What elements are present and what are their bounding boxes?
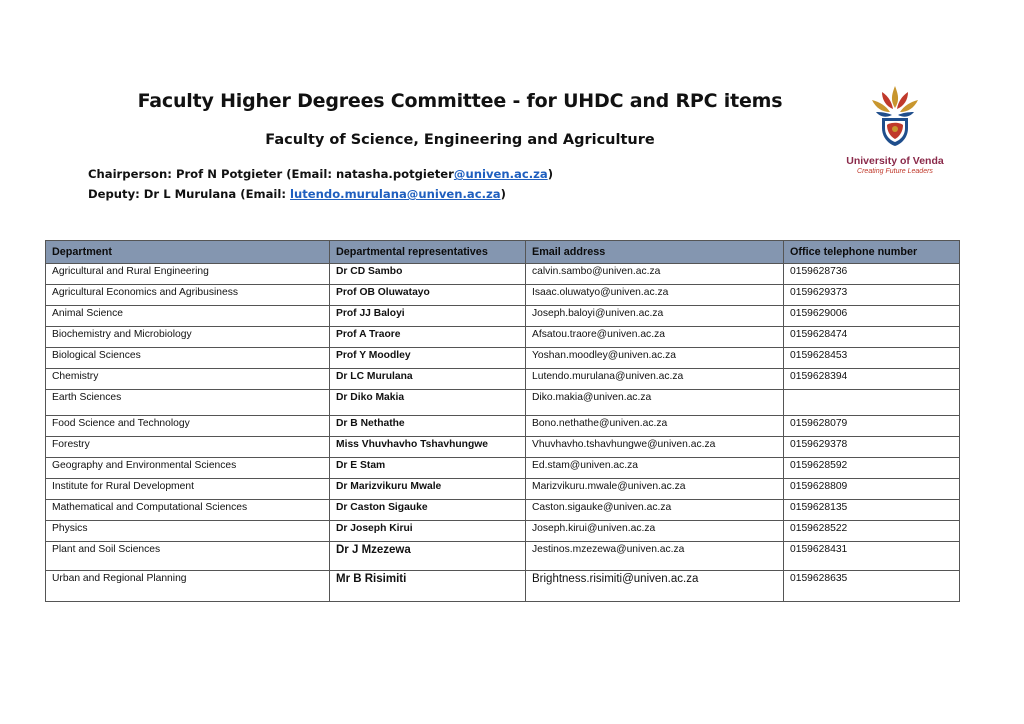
representative-name: Mr B Risimiti	[336, 573, 407, 585]
representative-name: Dr Diko Makia	[336, 392, 405, 403]
table-row	[46, 437, 960, 458]
table-row	[46, 500, 960, 521]
telephone-cell	[784, 264, 960, 285]
email-address: Caston.sigauke@univen.ac.za	[532, 502, 672, 513]
department-cell	[46, 458, 330, 479]
representative-name: Miss Vhuvhavho Tshavhungwe	[336, 439, 488, 450]
department-name: Plant and Soil Sciences	[52, 544, 161, 555]
deputy-suffix: )	[500, 187, 506, 201]
telephone-cell	[784, 458, 960, 479]
email-cell	[526, 285, 784, 306]
telephone-number: 0159628394	[790, 371, 848, 382]
telephone-number: 0159628474	[790, 329, 848, 340]
telephone-cell	[784, 306, 960, 327]
email-cell	[526, 264, 784, 285]
table-row	[46, 458, 960, 479]
telephone-cell	[784, 437, 960, 458]
representative-name: Dr Marizvikuru Mwale	[336, 481, 442, 492]
email-cell	[526, 479, 784, 500]
representative-cell	[330, 264, 526, 285]
table-row	[46, 306, 960, 327]
telephone-number: 0159628809	[790, 481, 848, 492]
table-row	[46, 542, 960, 571]
telephone-cell	[784, 479, 960, 500]
telephone-cell	[784, 348, 960, 369]
department-contacts-table	[45, 240, 960, 602]
department-name: Biological Sciences	[52, 350, 141, 361]
telephone-number: 0159629006	[790, 308, 848, 319]
representative-cell	[330, 306, 526, 327]
representative-name: Dr CD Sambo	[336, 266, 403, 277]
email-address: Yoshan.moodley@univen.ac.za	[532, 350, 677, 361]
representative-cell	[330, 285, 526, 306]
representative-name: Prof JJ Baloyi	[336, 308, 405, 319]
univen-crest-icon	[862, 82, 928, 152]
logo-tagline: Creating Future Leaders	[857, 168, 933, 175]
telephone-number	[790, 390, 953, 392]
representative-cell	[330, 479, 526, 500]
representative-cell	[330, 437, 526, 458]
email-address: Ed.stam@univen.ac.za	[532, 460, 639, 471]
university-logo	[840, 82, 950, 182]
department-name: Physics	[52, 523, 88, 534]
table-row	[46, 390, 960, 416]
representative-name: Dr Caston Sigauke	[336, 502, 428, 513]
column-header-representatives: Departmental representatives	[330, 241, 526, 264]
telephone-cell	[784, 571, 960, 602]
table-row	[46, 416, 960, 437]
email-address: Marizvikuru.mwale@univen.ac.za	[532, 481, 686, 492]
table-row	[46, 264, 960, 285]
table-row	[46, 285, 960, 306]
email-cell	[526, 348, 784, 369]
email-cell	[526, 369, 784, 390]
department-name: Agricultural Economics and Agribusiness	[52, 287, 239, 298]
email-address: Bono.nethathe@univen.ac.za	[532, 418, 668, 429]
email-cell	[526, 390, 784, 416]
table-row	[46, 571, 960, 602]
department-cell	[46, 437, 330, 458]
representative-name: Dr LC Murulana	[336, 371, 413, 382]
department-name: Agricultural and Rural Engineering	[52, 266, 209, 277]
chairperson-text: Chairperson: Prof N Potgieter (Email: natasha.potgieter	[88, 167, 454, 181]
telephone-number: 0159629378	[790, 439, 848, 450]
telephone-cell	[784, 285, 960, 306]
representative-cell	[330, 390, 526, 416]
representative-name: Prof OB Oluwatayo	[336, 287, 430, 298]
email-cell	[526, 327, 784, 348]
department-cell	[46, 264, 330, 285]
representative-name: Dr B Nethathe	[336, 418, 405, 429]
representative-cell	[330, 369, 526, 390]
table-row	[46, 521, 960, 542]
department-name: Mathematical and Computational Sciences	[52, 502, 248, 513]
department-name: Forestry	[52, 439, 90, 450]
telephone-number: 0159628635	[790, 573, 848, 584]
representative-cell	[330, 416, 526, 437]
chairperson-email-link[interactable]: @univen.ac.za	[453, 167, 548, 181]
chairperson-suffix: )	[547, 167, 554, 181]
table-row	[46, 479, 960, 500]
representative-name: Dr J Mzezewa	[336, 544, 411, 556]
representative-cell	[330, 500, 526, 521]
email-address: Jestinos.mzezewa@univen.ac.za	[532, 544, 685, 555]
telephone-number: 0159628431	[790, 544, 848, 555]
deputy-email-link[interactable]: lutendo.murulana@univen.ac.za	[290, 187, 501, 201]
table-header-row	[46, 241, 960, 264]
telephone-number: 0159628592	[790, 460, 848, 471]
department-cell	[46, 542, 330, 571]
chairperson-line	[88, 167, 553, 181]
column-header-telephone: Office telephone number	[784, 241, 960, 264]
department-name: Urban and Regional Planning	[52, 573, 187, 584]
page-subtitle: Faculty of Science, Engineering and Agriculture	[265, 132, 655, 148]
department-name: Food Science and Technology	[52, 418, 190, 429]
telephone-cell	[784, 327, 960, 348]
table-row	[46, 327, 960, 348]
column-header-department: Department	[46, 241, 330, 264]
telephone-cell	[784, 416, 960, 437]
department-cell	[46, 348, 330, 369]
table-row	[46, 369, 960, 390]
telephone-number: 0159628135	[790, 502, 848, 513]
representative-name: Prof A Traore	[336, 329, 401, 340]
email-cell	[526, 500, 784, 521]
email-address: Diko.makia@univen.ac.za	[532, 392, 652, 403]
telephone-cell	[784, 521, 960, 542]
email-cell	[526, 521, 784, 542]
representative-cell	[330, 542, 526, 571]
email-address: Isaac.oluwatyo@univen.ac.za	[532, 287, 669, 298]
email-cell	[526, 458, 784, 479]
email-cell	[526, 437, 784, 458]
representative-cell	[330, 327, 526, 348]
email-address: Afsatou.traore@univen.ac.za	[532, 329, 665, 340]
telephone-cell	[784, 500, 960, 521]
email-cell	[526, 542, 784, 571]
department-cell	[46, 416, 330, 437]
department-cell	[46, 571, 330, 602]
logo-university-name: University of Venda	[846, 155, 944, 167]
department-name: Earth Sciences	[52, 392, 122, 403]
email-address: Lutendo.murulana@univen.ac.za	[532, 371, 684, 382]
telephone-cell	[784, 369, 960, 390]
department-name: Animal Science	[52, 308, 123, 319]
email-address: Joseph.kirui@univen.ac.za	[532, 523, 656, 534]
telephone-cell	[784, 542, 960, 571]
email-address: Joseph.baloyi@univen.ac.za	[532, 308, 664, 319]
department-cell	[46, 306, 330, 327]
telephone-cell	[784, 390, 960, 416]
representative-cell	[330, 458, 526, 479]
department-cell	[46, 479, 330, 500]
representative-cell	[330, 571, 526, 602]
representative-cell	[330, 348, 526, 369]
department-name: Chemistry	[52, 371, 99, 382]
department-name: Biochemistry and Microbiology	[52, 329, 192, 340]
email-address: Brightness.risimiti@univen.ac.za	[532, 573, 699, 585]
department-cell	[46, 500, 330, 521]
department-cell	[46, 390, 330, 416]
telephone-number: 0159628522	[790, 523, 848, 534]
representative-name: Prof Y Moodley	[336, 350, 411, 361]
telephone-number: 0159628079	[790, 418, 848, 429]
deputy-line	[88, 187, 506, 201]
telephone-number: 0159628453	[790, 350, 848, 361]
email-cell	[526, 306, 784, 327]
department-cell	[46, 521, 330, 542]
column-header-email: Email address	[526, 241, 784, 264]
page-title: Faculty Higher Degrees Committee - for UHDC and RPC items	[137, 90, 783, 112]
department-cell	[46, 327, 330, 348]
email-cell	[526, 416, 784, 437]
representative-name: Dr Joseph Kirui	[336, 523, 413, 534]
department-cell	[46, 285, 330, 306]
department-name: Institute for Rural Development	[52, 481, 194, 492]
email-address: Vhuvhavho.tshavhungwe@univen.ac.za	[532, 439, 716, 450]
telephone-number: 0159628736	[790, 266, 848, 277]
deputy-text: Deputy: Dr L Murulana (Email:	[88, 187, 291, 201]
table-row	[46, 348, 960, 369]
representative-cell	[330, 521, 526, 542]
representative-name: Dr E Stam	[336, 460, 386, 471]
telephone-number: 0159629373	[790, 287, 848, 298]
department-name: Geography and Environmental Sciences	[52, 460, 237, 471]
email-address: calvin.sambo@univen.ac.za	[532, 266, 661, 277]
department-cell	[46, 369, 330, 390]
email-cell	[526, 571, 784, 602]
